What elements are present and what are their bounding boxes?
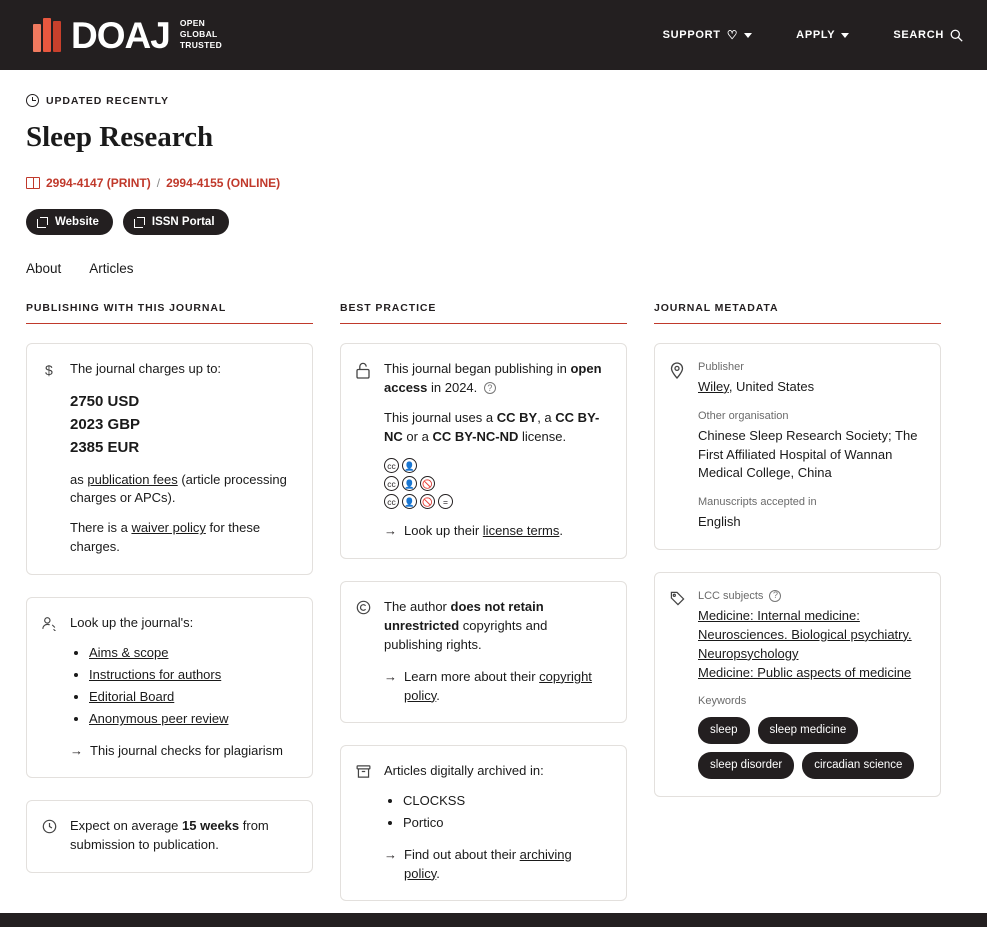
- nav-search[interactable]: [893, 29, 963, 42]
- publisher-link[interactable]: Wiley: [698, 378, 729, 394]
- copyright-policy-line: [384, 668, 609, 706]
- dollar-icon: [42, 360, 59, 557]
- cc-by-icon: 👤: [402, 476, 417, 491]
- lookup-list: [70, 644, 295, 729]
- license-terms-link[interactable]: license terms: [482, 523, 560, 539]
- waiver-pre: There is a: [70, 520, 128, 536]
- aims-scope-link[interactable]: Aims & scope: [89, 644, 169, 660]
- tagline-line-1: OPEN: [179, 18, 206, 29]
- tagline-line-2: GLOBAL: [179, 29, 218, 40]
- help-icon[interactable]: ?: [769, 590, 781, 602]
- cc-by-icon: 👤: [402, 458, 417, 473]
- list-item: • Portico: [403, 814, 609, 832]
- cc-icon: cc: [384, 458, 399, 473]
- copyright-post: copyrights and publishing rights.: [384, 618, 548, 652]
- tab-articles[interactable]: Articles: [89, 261, 134, 276]
- charges-apc-note: (article processing charges or APCs).: [70, 471, 287, 506]
- license-cc-by: CC BY: [496, 409, 538, 425]
- nav-apply[interactable]: [796, 29, 849, 41]
- publisher-label: Publisher: [698, 361, 744, 373]
- waiver-note: [70, 519, 295, 557]
- plagiarism-text: This journal checks for plagiarism: [90, 742, 283, 758]
- license-lookup-pre: Look up their: [404, 523, 480, 539]
- external-link-icon: [37, 217, 48, 228]
- lookup-intro: Look up the journal's:: [70, 614, 194, 630]
- nav-apply-label: APPLY: [796, 29, 836, 41]
- site-header: [0, 0, 987, 70]
- tab-about[interactable]: About: [26, 261, 62, 276]
- fee-usd: 2750 USD: [70, 392, 140, 410]
- website-button[interactable]: [26, 209, 113, 235]
- updated-recently-label: UPDATED RECENTLY: [46, 94, 169, 107]
- lcc-subjects-label: [698, 589, 923, 605]
- journal-page: [0, 70, 987, 923]
- issn-print: 2994-4147 (PRINT): [46, 176, 151, 190]
- card-charges: [26, 343, 313, 575]
- journal-tabs: [26, 261, 963, 276]
- card-publisher: [654, 343, 941, 550]
- publisher-country: , United States: [728, 378, 815, 394]
- issn-portal-button[interactable]: [123, 209, 229, 235]
- license-post: license.: [522, 428, 567, 444]
- copyright-text: [384, 598, 609, 655]
- license-text: [384, 409, 609, 447]
- keywords-label: Keywords: [698, 695, 747, 708]
- open-access-pre: This journal began publishing in: [384, 361, 567, 376]
- archiving-policy-link[interactable]: archiving policy: [404, 846, 572, 881]
- cc-badge-row-by: [384, 458, 609, 473]
- archiving-find-pre: Find out about their: [404, 846, 517, 862]
- archiving-intro: Articles digitally archived in:: [384, 763, 544, 779]
- fee-gbp: 2023 GBP: [70, 416, 141, 434]
- charges-note: [70, 471, 295, 509]
- license-pre: This journal uses a: [384, 409, 494, 425]
- cc-nd-icon: =: [438, 494, 453, 509]
- cc-nc-icon: 🚫: [420, 494, 435, 509]
- license-cc-by-nc: CC BY-NC: [384, 409, 600, 444]
- tagline-line-3: TRUSTED: [179, 39, 223, 50]
- website-button-label: Website: [55, 216, 99, 228]
- license-mid1: , a: [537, 409, 552, 425]
- license-mid2: or a: [406, 428, 429, 444]
- instructions-authors-link[interactable]: Instructions for authors: [89, 667, 222, 682]
- timing-pre: Expect on average: [70, 818, 179, 834]
- clock-icon: [26, 94, 39, 107]
- updated-recently-badge: [26, 94, 963, 107]
- location-pin-icon: [670, 360, 687, 532]
- charges-as: as: [70, 471, 84, 487]
- issn-row: [26, 176, 963, 190]
- archiving-policy-line: [384, 846, 609, 884]
- doaj-logo-mark-icon: [33, 18, 61, 52]
- tag-icon: [670, 589, 687, 779]
- issn-portal-button-label: ISSN Portal: [151, 216, 215, 228]
- card-subjects-keywords: [654, 572, 941, 797]
- waiver-policy-link[interactable]: waiver policy: [131, 520, 206, 536]
- license-terms-line: [384, 522, 609, 541]
- open-access-bold: open access: [384, 361, 602, 395]
- search-icon: [950, 29, 963, 42]
- arrow-right-icon: →: [384, 523, 397, 539]
- anonymous-peer-review-link[interactable]: Anonymous peer review: [89, 711, 229, 727]
- license-cc-by-nc-nd: CC BY-NC-ND: [432, 428, 519, 444]
- lcc-subjects-list: [698, 607, 923, 682]
- chevron-down-icon: [841, 33, 849, 38]
- nav-search-label: SEARCH: [893, 29, 944, 41]
- arrow-right-icon: →: [384, 668, 397, 684]
- cc-by-icon: 👤: [402, 494, 417, 509]
- copyright-learn-pre: Learn more about their: [404, 668, 536, 684]
- license-terms-text: [404, 522, 563, 541]
- keyword-chip[interactable]: sleep disorder: [698, 752, 794, 779]
- svg-text:$: $: [45, 362, 53, 378]
- archiving-policy-text: [404, 846, 609, 884]
- list-item: [89, 688, 295, 706]
- charges-intro: The journal charges up to:: [70, 361, 222, 376]
- lcc-subject-link[interactable]: Medicine: Internal medicine: Neurosciences. Biological psychiatry. Neuropsychology: [698, 607, 912, 661]
- heart-icon: ♡: [726, 28, 739, 42]
- main-nav: [663, 28, 963, 42]
- card-archiving: [340, 745, 627, 901]
- open-access-post: in 2024.: [431, 379, 478, 395]
- waiver-post: for these charges.: [70, 520, 261, 555]
- arrow-right-icon: →: [70, 742, 83, 758]
- copyright-policy-text: [404, 668, 609, 706]
- timing-weeks: 15 weeks: [182, 818, 240, 834]
- copyright-policy-link[interactable]: copyright policy: [404, 668, 592, 703]
- manuscripts-label: Manuscripts accepted in: [698, 496, 817, 509]
- page-title: Sleep Research: [26, 121, 214, 153]
- journal-links: [26, 209, 963, 235]
- clock-card-icon: [42, 817, 59, 855]
- license-lookup-post: .: [559, 523, 563, 539]
- book-icon: [26, 177, 40, 189]
- column-metadata-heading: JOURNAL METADATA: [654, 302, 941, 324]
- journal-columns: [26, 302, 963, 923]
- issn-online: 2994-4155 (ONLINE): [166, 176, 281, 190]
- column-best-practice-heading: BEST PRACTICE: [340, 302, 627, 324]
- list-item: [89, 710, 295, 728]
- archiving-find-post: .: [436, 865, 440, 881]
- copyright-icon: [356, 598, 373, 705]
- user-search-icon: [42, 614, 59, 760]
- copyright-pre: The author: [384, 599, 447, 615]
- copyright-bold: does not retain unrestricted: [384, 599, 544, 634]
- column-publishing: [26, 302, 313, 923]
- timing-post: from submission to publication.: [70, 818, 269, 853]
- timing-text: [70, 817, 295, 855]
- issn-separator: /: [156, 176, 161, 190]
- cc-badge-row-by-nc: [384, 476, 609, 491]
- fee-eur: 2385 EUR: [70, 439, 140, 457]
- nav-support[interactable]: [663, 28, 753, 42]
- doaj-logo[interactable]: [33, 14, 223, 56]
- list-item: • CLOCKSS: [403, 792, 609, 810]
- list-item: [89, 666, 295, 684]
- cc-nc-icon: 🚫: [420, 476, 435, 491]
- keywords-list: [698, 717, 923, 778]
- column-best-practice: [340, 302, 627, 923]
- arrow-right-icon: →: [384, 846, 397, 862]
- other-organisation-value: Chinese Sleep Research Society; The First Affiliated Hospital of Wannan Medical College, China: [698, 427, 918, 481]
- external-link-icon: [134, 217, 145, 228]
- doaj-tagline: [180, 18, 222, 52]
- other-organisation-label: Other organisation: [698, 409, 789, 422]
- plagiarism-note: [70, 742, 295, 761]
- cc-badge-row-by-nc-nd: [384, 494, 609, 509]
- lcc-subject-link[interactable]: Medicine: Public aspects of medicine: [698, 664, 912, 680]
- card-open-access: [340, 343, 627, 559]
- keyword-chip[interactable]: sleep: [698, 717, 750, 744]
- unlock-icon: [356, 360, 373, 541]
- keyword-chip[interactable]: circadian science: [802, 752, 914, 779]
- chevron-down-icon: [744, 33, 752, 38]
- open-access-text: [384, 360, 609, 398]
- card-lookup: [26, 597, 313, 778]
- editorial-board-link[interactable]: Editorial Board: [89, 689, 175, 705]
- archiving-list: [384, 792, 609, 832]
- keyword-chip[interactable]: sleep medicine: [758, 717, 859, 744]
- column-metadata: [654, 302, 941, 923]
- card-copyright: [340, 581, 627, 723]
- list-item: [89, 644, 295, 662]
- nav-support-label: SUPPORT: [662, 29, 721, 41]
- page-footer-bar: [0, 913, 987, 927]
- cc-icon: cc: [384, 476, 399, 491]
- publication-fees-link[interactable]: publication fees: [87, 471, 178, 487]
- archive-icon: [356, 762, 373, 883]
- cc-license-badges: [384, 458, 609, 509]
- help-icon[interactable]: ?: [484, 382, 496, 394]
- publisher-value: [698, 378, 923, 397]
- cc-icon: cc: [384, 494, 399, 509]
- manuscripts-value: English: [698, 514, 741, 530]
- lcc-subjects-label-text: LCC subjects: [698, 590, 764, 603]
- charges-fees: [70, 390, 295, 460]
- card-timing: [26, 800, 313, 873]
- column-publishing-heading: PUBLISHING WITH THIS JOURNAL: [26, 302, 313, 324]
- doaj-logo-text: DOAJ: [71, 14, 170, 56]
- copyright-learn-post: .: [436, 687, 440, 703]
